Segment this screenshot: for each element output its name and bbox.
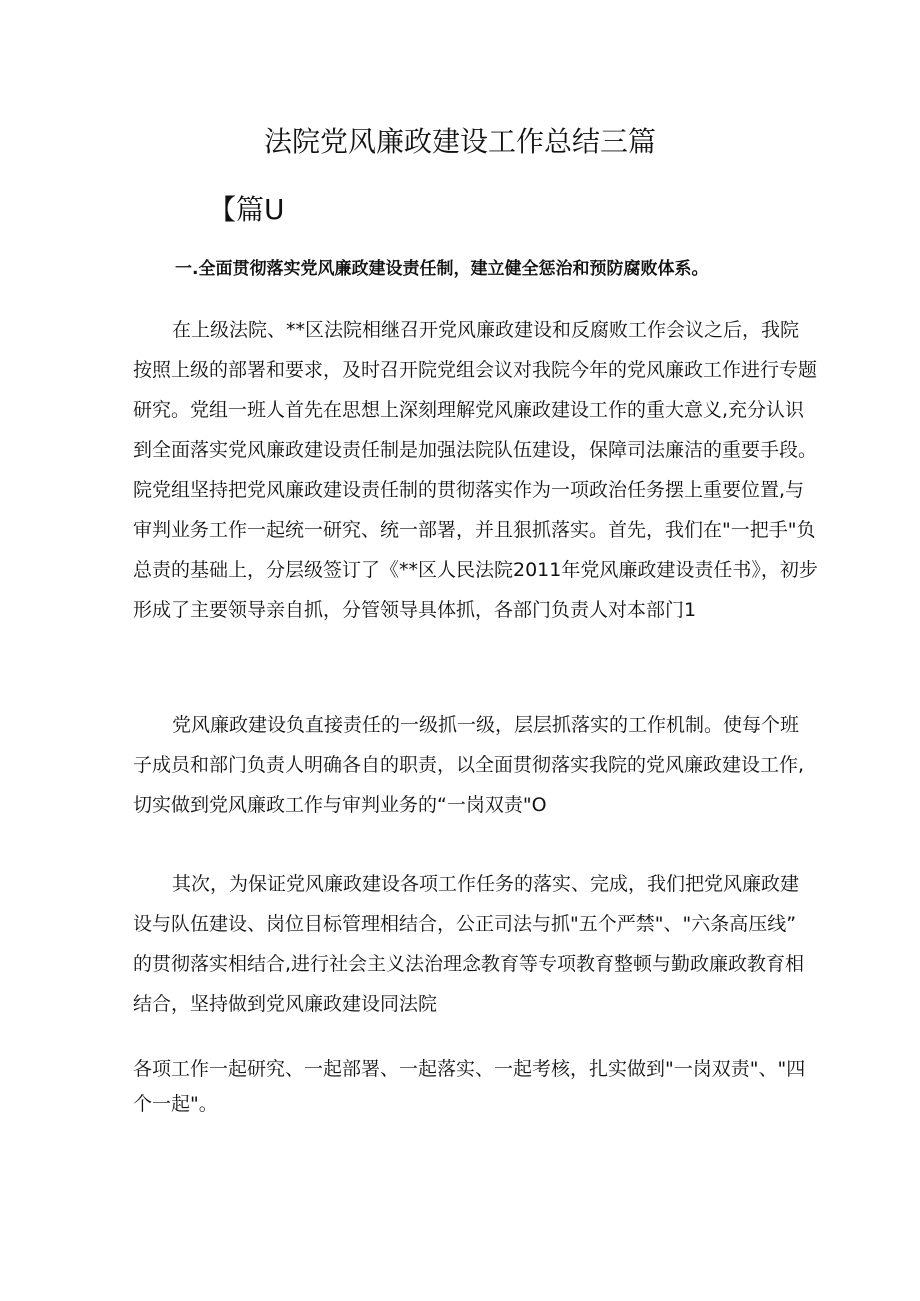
paragraph-line: 结合，坚持做到党风廉政建设同法院 (133, 993, 438, 1015)
section-heading: 一.全面贯彻落实党风廉政建设责任制，建立健全惩治和预防腐败体系。 (175, 259, 709, 279)
paragraph-line: 总责的基础上，分层级签订了《**区人民法院2011年党风廉政建设责任书》，初步 (133, 559, 818, 581)
paragraph-line: 设与队伍建设、岗位目标管理相结合，公正司法与抓"五个严禁"、"六条高压线” (133, 913, 797, 935)
paragraph-line: 子成员和部门负责人明确各自的职责，以全面贯彻落实我院的党风廉政建设工作, (133, 754, 805, 776)
paragraph-line: 研究。党组一班人首先在思想上深刻理解党风廉政建设工作的重大意义,充分认识 (133, 399, 805, 421)
paragraph-line: 形成了主要领导亲自抓，分管领导具体抓，各部门负责人对本部门1 (133, 599, 697, 621)
paragraph-line: 院党组坚持把党风廉政建设责任制的贯彻落实作为一项政治任务摆上重要位置,与 (133, 479, 805, 501)
paragraph-4 (133, 1052, 806, 1122)
paragraph-1 (133, 310, 818, 630)
paragraph-line: 其次，为保证党风廉政建设各项工作任务的落实、完成，我们把党风廉政建 (172, 873, 800, 895)
paragraph-line: 切实做到党风廉政工作与审判业务的“一岗双责"O (133, 794, 547, 816)
paragraph-line: 各项工作一起研究、一起部署、一起落实、一起考核，扎实做到"一岗双责"、"四 (133, 1058, 806, 1080)
paragraph-3 (133, 864, 805, 1024)
document-title: 法院党风廉政建设工作总结三篇 (263, 125, 656, 158)
paragraph-line: 按照上级的部署和要求，及时召开院党组会议对我院今年的党风廉政工作进行专题 (133, 359, 818, 381)
paragraph-line: 审判业务工作一起统一研究、统一部署，并且狠抓落实。首先，我们在"一把手"负 (133, 519, 816, 541)
paragraph-line: 在上级法院、**区法院相继召开党风廉政建设和反腐败工作会议之后，我院 (172, 319, 800, 341)
paragraph-line: 个一起"。 (133, 1093, 218, 1115)
paragraph-2 (133, 705, 805, 825)
paragraph-line: 到全面落实党风廉政建设责任制是加强法院队伍建设，保障司法廉洁的重要手段。 (133, 439, 818, 461)
part-heading: 【篇U (208, 193, 285, 226)
paragraph-line: 的贯彻落实相结合,进行社会主义法治理念教育等专项教育整顿与勤政廉政教育相 (133, 953, 805, 975)
paragraph-line: 党风廉政建设负直接责任的一级抓一级，层层抓落实的工作机制。使每个班 (172, 714, 800, 736)
